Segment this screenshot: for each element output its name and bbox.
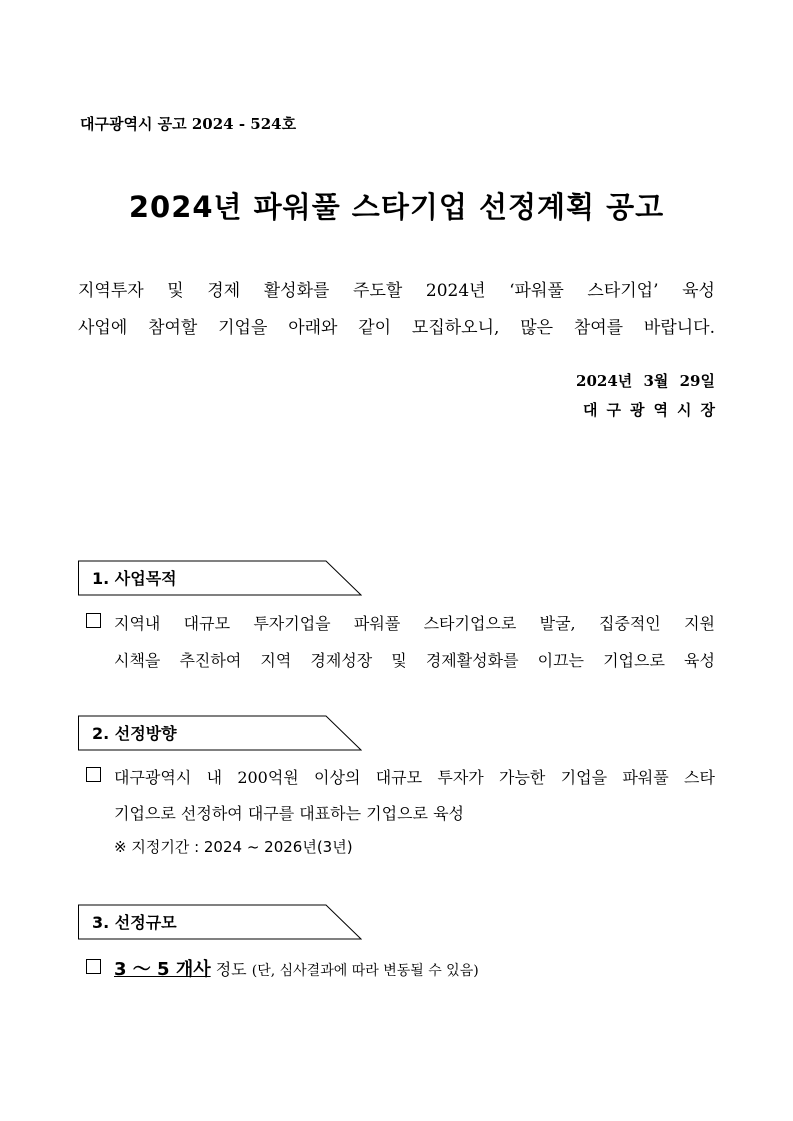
word: 대구광역시 xyxy=(114,768,192,787)
word: 경제활성화를 xyxy=(425,651,519,670)
word: 추진하여 xyxy=(179,651,242,670)
purpose-line-1 xyxy=(88,611,715,634)
scale-suffix: 정도 xyxy=(215,960,247,979)
word: 대규모 xyxy=(375,768,423,787)
word: 기업으로 xyxy=(603,651,665,670)
word: 지원 xyxy=(684,614,715,633)
scale-line xyxy=(88,955,479,981)
word: 경제성장 xyxy=(310,651,373,670)
word: 육성 xyxy=(684,651,715,670)
section-heading-direction xyxy=(78,715,362,751)
word: 아래와 xyxy=(288,318,338,338)
word: 지역내 xyxy=(114,614,161,633)
word: 스타기업으로 xyxy=(423,614,517,633)
purpose-text-1 xyxy=(114,611,715,634)
word: 투자가 xyxy=(437,768,484,787)
word: 2024년 xyxy=(425,281,486,301)
word: 바랍니다. xyxy=(643,318,715,338)
direction-line-2: 기업으로 선정하여 대구를 대표하는 기업으로 육성 xyxy=(114,804,465,823)
notice-number: 대구광역시 공고 2024 - 524호 xyxy=(80,115,297,133)
word: 기업을 xyxy=(218,318,268,338)
checkbox-bullet-icon xyxy=(86,613,101,628)
checkbox-bullet-icon xyxy=(86,959,101,974)
word: 대규모 xyxy=(183,614,231,633)
word: 사업에 xyxy=(78,318,128,338)
word: 경제 xyxy=(207,281,241,301)
section-heading-label: 2. 선정방향 xyxy=(92,724,177,743)
word: 이상의 xyxy=(314,768,361,787)
word: 파워풀 xyxy=(622,768,669,787)
direction-line-1 xyxy=(88,765,715,788)
word: 스타 xyxy=(683,768,715,787)
page-title: 2024년 파워풀 스타기업 선정계획 공고 xyxy=(128,190,665,224)
word: 시책을 xyxy=(114,651,161,670)
word: 및 xyxy=(167,281,184,301)
word: 스타기업’ xyxy=(587,281,659,301)
word: 활성화를 xyxy=(263,281,330,301)
word: 투자기업을 xyxy=(253,614,331,633)
purpose-text-2 xyxy=(114,648,715,671)
word: 및 xyxy=(391,651,407,670)
intro-line-1 xyxy=(78,276,715,301)
direction-text-1 xyxy=(114,765,715,788)
word: 파워풀 xyxy=(353,614,401,633)
section-heading-scale xyxy=(78,904,362,940)
word: 지역 xyxy=(260,651,292,670)
purpose-line-2 xyxy=(88,648,715,671)
checkbox-bullet-icon xyxy=(86,767,101,782)
scale-remark: (단, 심사결과에 따라 변동될 수 있음) xyxy=(251,963,479,979)
word: 참여할 xyxy=(148,318,198,338)
word: 주도할 xyxy=(353,281,403,301)
word: 같이 xyxy=(358,318,392,338)
word: 내 xyxy=(206,768,223,787)
word: 기업을 xyxy=(560,768,608,787)
word: 많은 xyxy=(520,318,554,338)
word: 가능한 xyxy=(499,768,546,787)
section-heading-purpose xyxy=(78,560,362,596)
word: 200억원 xyxy=(237,768,299,787)
section-heading-label: 3. 선정규모 xyxy=(92,913,177,932)
issuer-name: 대구광역시장 xyxy=(583,401,724,419)
word: 이끄는 xyxy=(537,651,585,670)
intro-line-2 xyxy=(78,313,715,338)
word: 육성 xyxy=(682,281,715,301)
section-heading-label: 1. 사업목적 xyxy=(92,569,177,588)
word: 집중적인 xyxy=(598,614,661,633)
word: 발굴, xyxy=(539,614,576,633)
word: 참여를 xyxy=(573,318,624,338)
designation-period-note: ※ 지정기간 : 2024 ~ 2026년(3년) xyxy=(114,838,353,856)
notice-date: 2024년 3월 29일 xyxy=(576,372,715,390)
scale-emphasis: 3 ～ 5 개사 xyxy=(114,959,211,980)
word: 모집하오니, xyxy=(411,318,500,338)
word: 지역투자 xyxy=(78,281,144,301)
word: ‘파워풀 xyxy=(509,281,564,301)
